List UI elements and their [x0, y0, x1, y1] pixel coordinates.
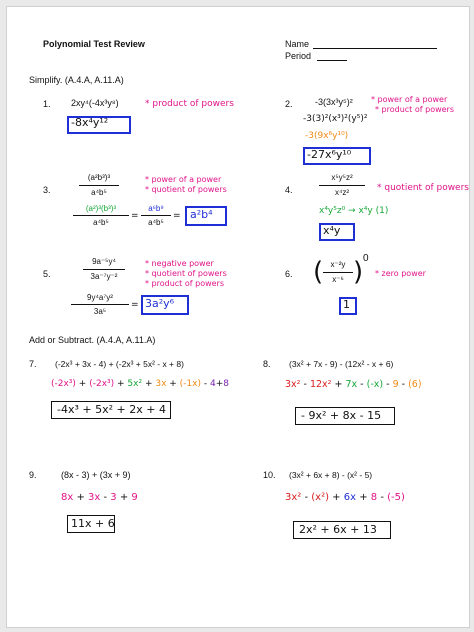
work-term: (-2x³) [89, 379, 115, 389]
work-line [51, 379, 229, 389]
work-term: 7x [345, 379, 358, 390]
work-term: 12x² [309, 379, 332, 390]
work-note: * zero power [375, 269, 426, 278]
fraction-denominator: a⁴b⁵ [91, 188, 107, 197]
equals-sign: = [131, 300, 139, 310]
work-numerator: (a²)³(b³)³ [85, 204, 117, 213]
work-line [285, 379, 422, 390]
fraction-bar [319, 185, 365, 186]
fraction-bar [79, 185, 119, 186]
work-term: 6x [343, 492, 357, 503]
equals-sign: = [131, 211, 139, 221]
work-term: (x²) [311, 492, 329, 503]
work-note: * power of a power [371, 95, 448, 104]
answer: 3a²y⁶ [145, 297, 175, 310]
work-step: -3(9x⁶y¹⁰) [305, 131, 349, 141]
work-term: 9 [131, 492, 138, 503]
fraction-bar [323, 272, 353, 273]
work-op: + [331, 379, 346, 390]
work-denominator: a⁴b⁵ [93, 218, 109, 227]
problem-number: 3. [43, 185, 51, 195]
work-term: (6) [408, 379, 422, 390]
fraction-numerator: (a²b³)³ [87, 173, 111, 182]
problem-number: 9. [29, 470, 37, 480]
work-term: 8x [61, 492, 74, 503]
problem-expression: (8x - 3) + (3x + 9) [61, 470, 131, 480]
problem-expression: (3x² + 6x + 8) - (x² - 5) [289, 470, 373, 480]
period-label: Period [285, 51, 312, 61]
work-denominator: a⁴b⁵ [148, 218, 164, 227]
work-term: 3x [88, 492, 101, 503]
work-term: 3x [155, 379, 167, 389]
equals-sign: = [173, 211, 181, 221]
work-op: - [398, 379, 409, 390]
work-op: + [166, 379, 180, 389]
work-op: - [300, 379, 310, 390]
left-paren: ( [313, 257, 324, 287]
work-note: * quotient of powers [145, 269, 227, 278]
fraction-bar [73, 215, 129, 216]
problem-number: 1. [43, 99, 51, 109]
fraction-numerator: x⁻²y [330, 260, 346, 269]
work-term: (-x) [366, 379, 384, 390]
problem-number: 7. [29, 359, 37, 369]
page-title: Polynomial Test Review [43, 39, 145, 49]
work-note: * negative power [145, 259, 214, 268]
work-op: - [357, 379, 367, 390]
work-note: * quotient of powers [145, 185, 227, 194]
work-line [61, 492, 138, 503]
period-line [317, 60, 347, 61]
work-term: 3x² [285, 379, 301, 390]
name-line [313, 48, 437, 49]
fraction-numerator: x⁵y⁵z² [331, 173, 353, 182]
answer: -4x³ + 5x² + 2x + 4 [57, 403, 166, 416]
answer: -8x⁴y¹² [71, 116, 109, 129]
work-note: * power of a power [145, 175, 222, 184]
problem-number: 6. [285, 269, 293, 279]
work-term: (-5) [387, 492, 405, 503]
right-paren: ) [353, 257, 364, 287]
name-label: Name [285, 39, 310, 49]
fraction-bar [141, 215, 171, 216]
work-numerator: a⁶b⁹ [148, 204, 164, 213]
problem-number: 10. [263, 470, 276, 480]
answer: 11x + 6 [71, 517, 115, 530]
work-op: + [116, 492, 132, 503]
work-term: 3 [110, 492, 117, 503]
answer: - 9x² + 8x - 15 [301, 409, 382, 422]
work-op: + [356, 492, 371, 503]
work-note: * product of powers [145, 99, 234, 109]
answer: a²b⁴ [190, 208, 213, 221]
work-op: - [100, 492, 111, 503]
fraction-numerator: 9a⁻⁵y⁴ [92, 257, 116, 266]
answer: -27x⁶y¹⁰ [307, 148, 352, 161]
work-denominator: 3a⁵ [93, 307, 107, 316]
outer-exponent: 0 [363, 253, 369, 264]
answer: x⁴y [323, 224, 341, 237]
work-op: + [215, 379, 224, 389]
work-term: 8 [370, 492, 378, 503]
fraction-denominator: 3a⁻⁷y⁻² [90, 272, 118, 281]
work-op: + [114, 379, 128, 389]
problem-number: 4. [285, 185, 293, 195]
work-line [285, 492, 405, 503]
work-note: * product of powers [145, 279, 225, 288]
work-term: 8 [223, 379, 229, 389]
worksheet-page [6, 6, 470, 628]
problem-expression: (3x² + 7x - 9) - (12x² - x + 6) [289, 359, 394, 369]
fraction-denominator: x⁻⁶ [332, 275, 344, 284]
fraction-denominator: x⁴z² [334, 188, 350, 197]
answer: 1 [343, 298, 350, 311]
work-term: 5x² [127, 379, 143, 389]
work-term: (-1x) [179, 379, 201, 389]
work-op: - [301, 492, 312, 503]
work-term: 9 [392, 379, 399, 390]
work-note: * quotient of powers [377, 183, 469, 193]
fraction-bar [71, 304, 129, 305]
work-term: 4 [209, 379, 216, 389]
work-op: + [75, 379, 90, 389]
problem-number: 2. [285, 99, 293, 109]
work-op: - [377, 492, 388, 503]
work-op: + [329, 492, 344, 503]
work-op: + [142, 379, 156, 389]
fraction-bar [83, 269, 125, 270]
work-numerator: 9y⁴a⁷y² [87, 293, 113, 302]
problem-number: 5. [43, 269, 51, 279]
answer: 2x² + 6x + 13 [299, 523, 377, 536]
problem-expression: 2xy⁴(-4x³y⁸) [71, 98, 119, 108]
section1-instruction: Simplify. (A.4.A, A.11.A) [29, 75, 124, 85]
work-op: - [383, 379, 393, 390]
work-note: * product of powers [375, 105, 455, 114]
work-op: + [73, 492, 89, 503]
work-term: (-2x³) [51, 379, 76, 389]
problem-expression: (-2x³ + 3x - 4) + (-2x³ + 5x² - x + 8) [55, 359, 184, 369]
work-term: 3x² [285, 492, 302, 503]
work-op: - [201, 379, 210, 389]
work-step: x⁴y⁵z⁰ → x⁴y (1) [319, 206, 389, 216]
problem-number: 8. [263, 359, 271, 369]
problem-expression: -3(3x³y⁵)² [315, 97, 353, 107]
section2-instruction: Add or Subtract. (A.4.A, A.11.A) [29, 335, 156, 345]
work-step: -3(3)²(x³)²(y⁵)² [303, 114, 368, 124]
